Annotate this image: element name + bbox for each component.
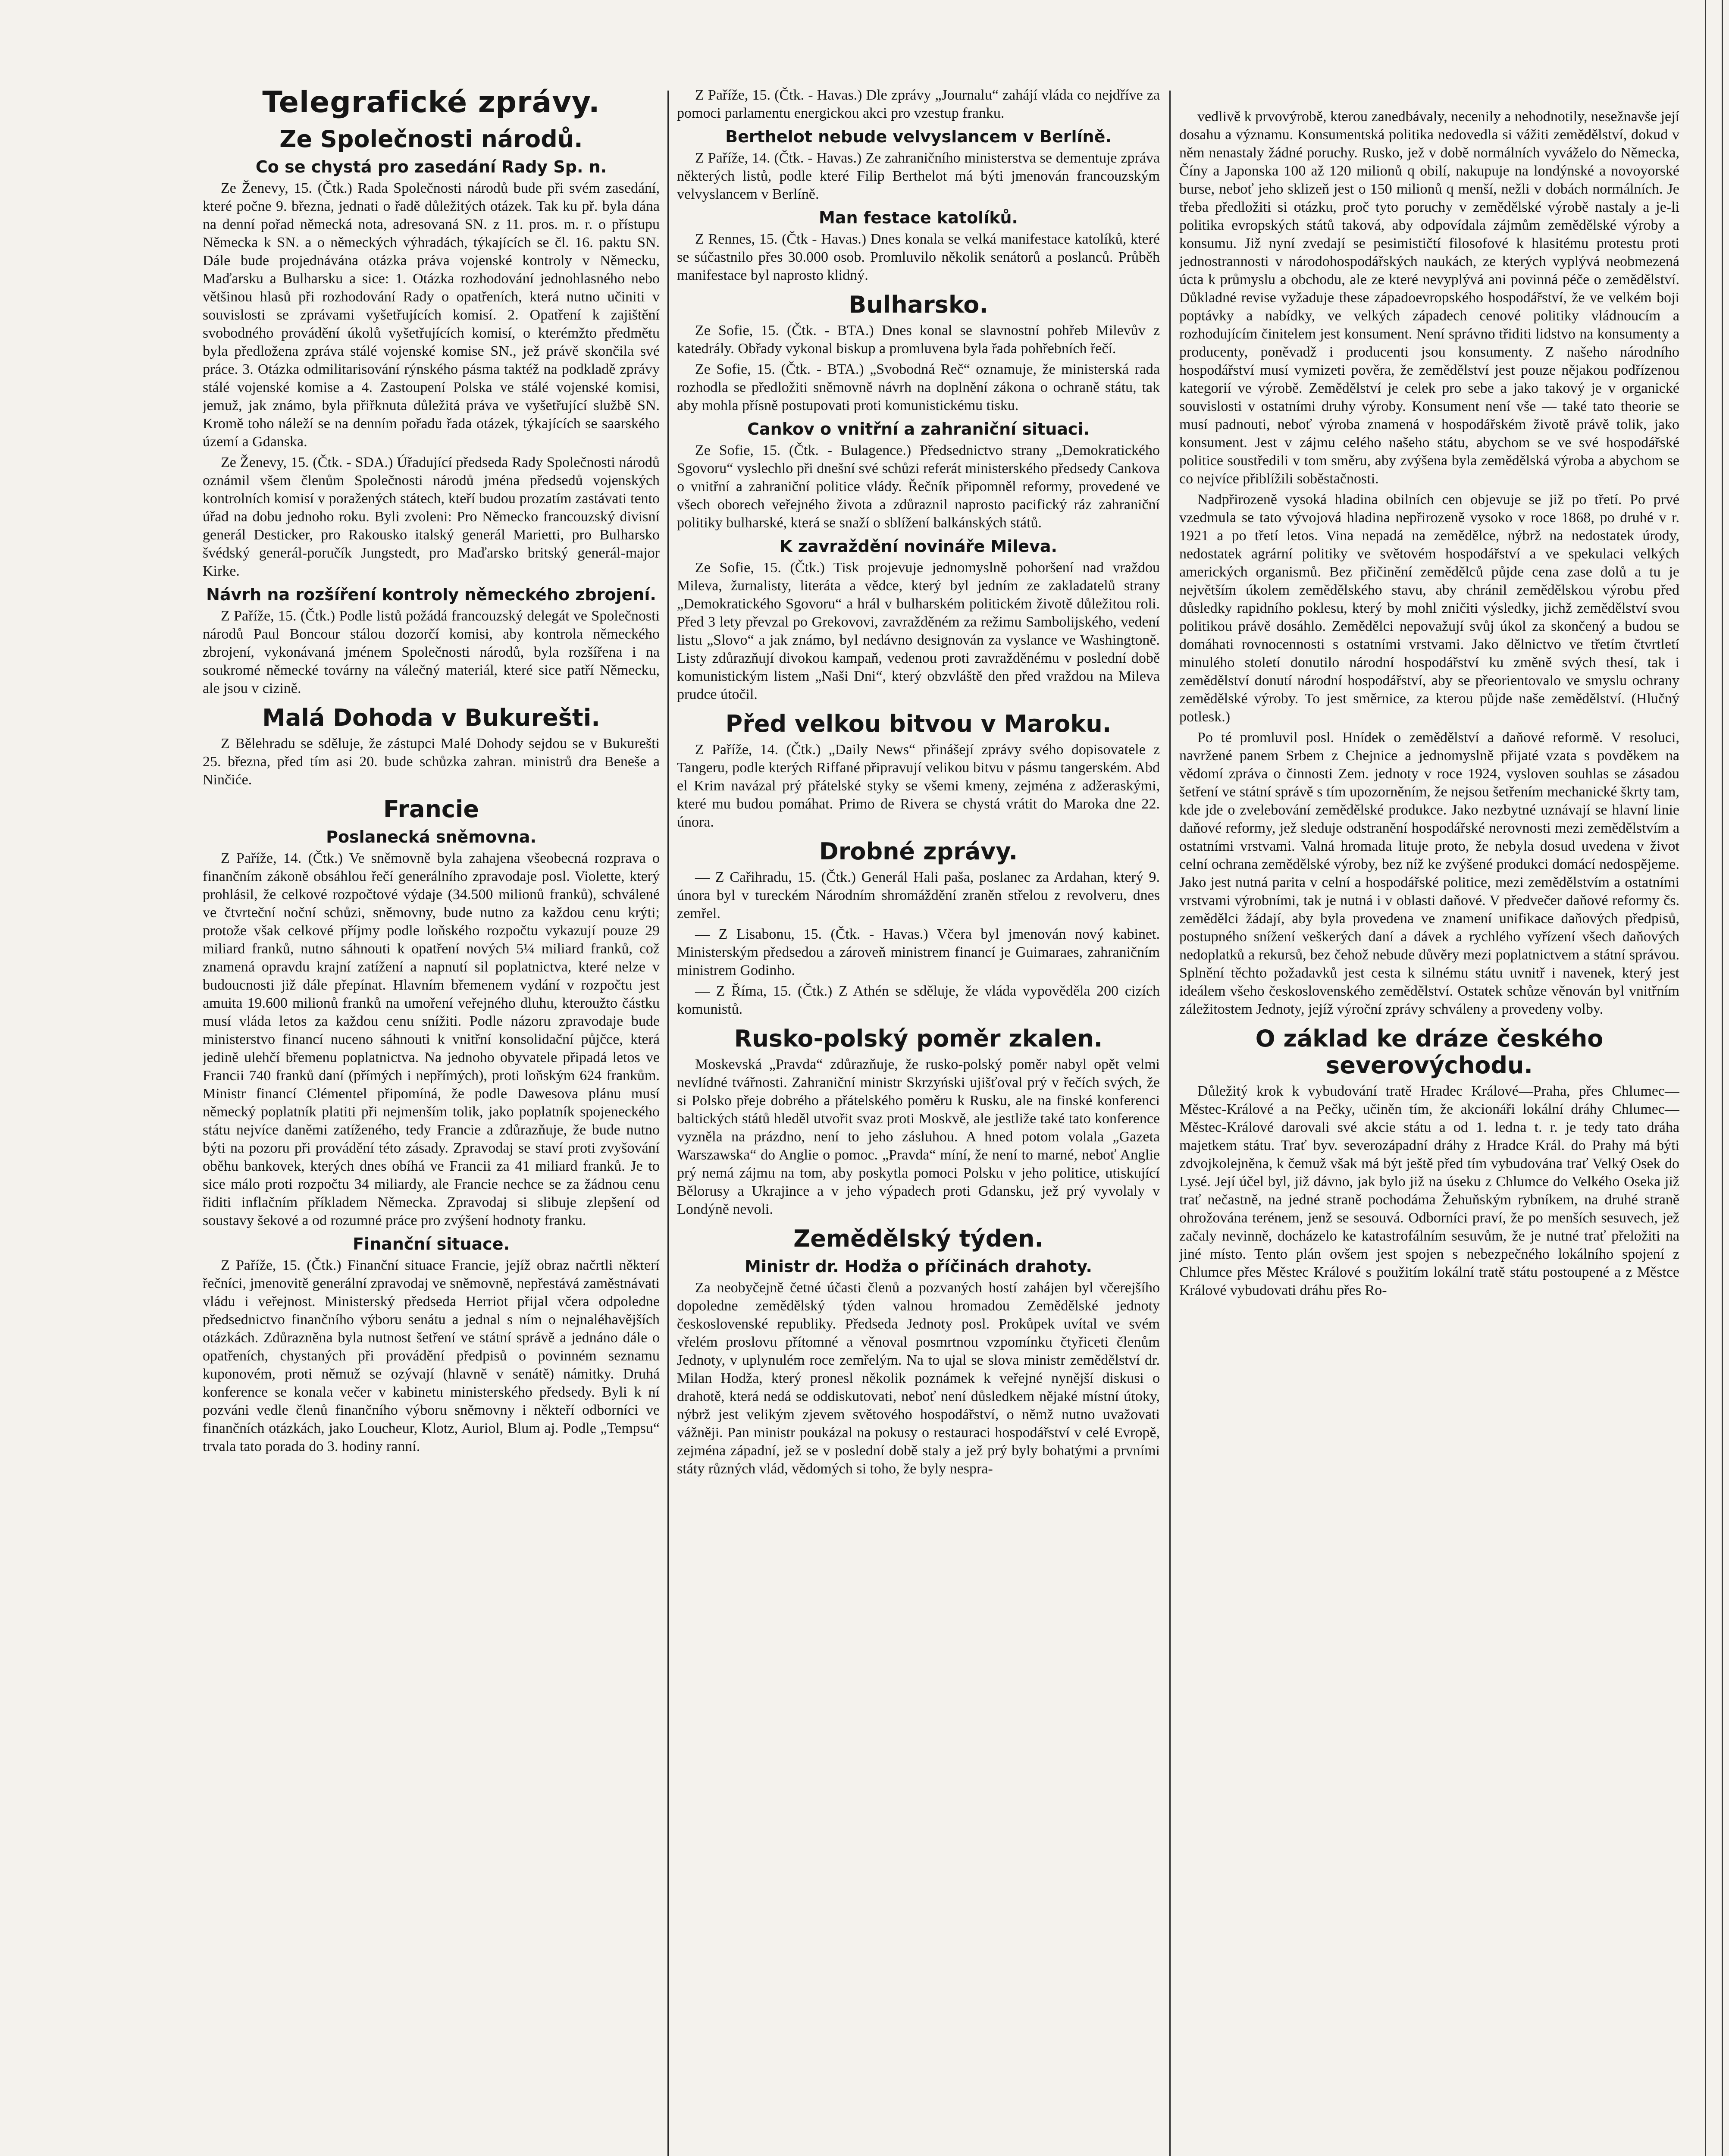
article-paragraph: — Z Lisabonu, 15. (Čtk. - Havas.) Včera byl jmenován nový kabinet. Ministerským předsedou a zároveň ministrem financí je Guimaraes, zahraničním ministrem Godinho. bbox=[677, 926, 1160, 978]
article-subheading: Ministr dr. Hodža o příčinách drahoty. bbox=[745, 1257, 1092, 1276]
column-2 bbox=[677, 86, 1160, 2156]
section-heading: Před velkou bitvou v Maroku. bbox=[725, 710, 1112, 737]
article-paragraph: Po té promluvil posl. Hnídek o zemědělství a daňové reformě. V resoluci, navržené panem Srbem z Chejnice a jednomyslně přijaté vzata s povděkem na vědomí zpráva o činnosti Zem. jednoty v roce 1924, vysloven souhlas se zásadou šetření ve státní správě s tím upozorněním, že nejsou šetřením mechanické škrty tam, kde jde o zvelebování zemědělské produkce. Jako nezbytné uznávají se hlavní linie daňové reformy, jež sleduje odstranění hospodářské nerovnosti mezi zemědělstvím a ostatními vrstvami. Valná hromada lituje proto, že nebyla dosud uvedena v život celní ochrana zemědělské výroby, bez níž ke zvýšené produkci domácí nedospějeme. Jako jest nutná parita v celní a hospodářské politice, mezi zemědělstvím a ostatními vrstvami výrobními, tak je nutná i v oblasti daňové. V předvečer daňové reformy čs. zemědělci žádají, aby byla provedena ve znamení unifikace daňových předpisů, postupného snížení veškerých daní a dávek a rychlého vyřízení všech daňových nedoplatků a rekursů, bez čehož nebude důvěry mezi poplatnictvem a státní správou. Splnění těchto požadavků jest cesta k silnému státu uvnitř i navenek, který jest ideálem všeho československého zemědělství. Ostatek schůze věnován byl vnitřním záležitostem Jednoty, jejíž výroční zprávy schváleny a provedeny volby. bbox=[1179, 730, 1679, 1017]
article-paragraph: Z Paříže, 15. (Čtk.) Podle listů požádá francouzský delegát ve Společnosti národů Paul Boncour stálou dozorčí komisi, aby kontrola německého zbrojení, vykonávaná jménem Společnosti národů, byla rozšířena i na soukromé německé továrny na válečný materiál, které sice patří Německu, ale jsou v cizině. bbox=[203, 608, 660, 696]
column-rule bbox=[667, 91, 669, 2156]
article-paragraph: Nadpřirozeně vysoká hladina obilních cen objevuje se již po třetí. Po prvé vzedmula se tato vývojová hladina nepřirozeně vysoko v roce 1868, po druhé v r. 1921 a po třetí letos. Vina nepadá na zemědělce, nýbrž na nedostatek úrody, nedostatek agrární politiky ve světovém hospodářství a ve spekulaci velkých amerických organismů. Bez přičinění zemědělců půjde cena zase dolů a tu je největším úkolem zemědělského stavu, aby chránil zemědělskou výrobu před důsledky rapidního poklesu, který by mohl zničiti výsledky, jichž zemědělství svou politikou právě dosáhlo. Zemědělci nepovažují svůj úkol za skončený a budou se domáhati rovnocennosti s ostatními vrstvami. Jako dělnictvo ve třetím čtvrtletí minulého století donutilo národní hospodářství ku změně svých thesí, tak i zemědělství donutí národní hospodářství, aby se přeorientovalo ve smyslu ochrany zemědělské výroby. To jest směrnice, za kterou půjde naše zemědělství. (Hlučný potlesk.) bbox=[1179, 492, 1679, 725]
section-heading: Drobné zprávy. bbox=[819, 838, 1018, 865]
section-heading: Bulharsko. bbox=[849, 291, 988, 318]
article-paragraph: Z Paříže, 14. (Čtk.) Ve sněmovně byla zahajena všeobecná rozprava o finančním zákoně obsáhlou řečí generálního zpravodaje posl. Violette, který prohlásil, že celkové rozpočtové výdaje (34.500 milionů franků), schválené ve čtvrteční noční schůzi, sněmovny, bude nutno za každou cenu krýti; protože však celkové příjmy podle loňského rozpočtu vykazují pouze 29 miliard franků, nutno sáhnouti k opatření nových 5¼ miliard franků, což znamená opravdu krajní zatížení a napnutí sil poplatnictva, které nelze v budoucnosti již dále přepínat. Hlavním břemenem vydání v rozpočtu jest amuita 19.600 milionů franků na umoření veřejného dluhu, kteroužto částku musí vláda letos za každou cenu snížiti. Podle názoru zpravodaje bude ministerstvo financí nuceno sáhnouti k vnitřní konsolidační půjčce, která jedině ulehčí břemenu poplatnictva. Na jednoho obyvatele připadá letos ve Francii 740 franků daní (přímých i nepřímých), proti loňským 624 frankům. Ministr financí Clémentel připomíná, že podle Dawesova plánu musí německý poplatník platiti při nejmenším tolik, jako poplatník spojeneckého státu nejvíce daněmi zatíženého, tedy Francie a zdůrazňuje, že bude nutno býti na pozoru při provádění této zásady. Zpravodaj se staví proti zvyšování oběhu bankovek, kterých dnes obíhá ve Francii za 41 miliard franků. Je to sice málo proti rozpočtu 34 miliardy, ale Francie nechce se za žádnou cenu řiditi inflačním příkladem Německa. Zpravodaj si slibuje zlepšení od soustavy šekové a od rozumné práce pro zvýšení hodnoty franku. bbox=[203, 850, 660, 1228]
article-paragraph: Z Paříže, 14. (Čtk.) „Daily News“ přinášejí zprávy svého dopisovatele z Tangeru, podle kterých Riffané připravují velikou bitvu v pásmu tangerském. Abd el Krim navázal prý přátelské styky se všemi kmeny, zejména z adžeraskými, které mu budou pomáhat. Primo de Rivera se chystá vrátit do Maroka dne 22. února. bbox=[677, 742, 1160, 830]
section-heading: Ze Společnosti národů. bbox=[279, 125, 583, 153]
article-paragraph: Ze Ženevy, 15. (Čtk. - SDA.) Úřadující předseda Rady Společnosti národů oznámil všem členům Společnosti národů jména předsedů vojenských kontrolních komisí v poražených státech, kteří budou prozatím zastávati tento úřad na dobu jednoho roku. Byli zvoleni: Pro Německo francouzský divisní generál Desticker, pro Rakousko italský generál Marietti, pro Bulharsko švédský generál-poručík Jungstedt, pro Maďarsko britský generál-major Kirke. bbox=[203, 454, 660, 579]
article-subheading: K zavraždění novináře Mileva. bbox=[780, 537, 1057, 556]
page-title: Telegrafické zprávy. bbox=[262, 86, 600, 119]
column-1 bbox=[203, 86, 660, 2156]
section-heading: Zemědělský týden. bbox=[793, 1225, 1043, 1252]
article-subheading: Co se chystá pro zasedání Rady Sp. n. bbox=[255, 157, 607, 176]
article-subheading: Poslanecká sněmovna. bbox=[326, 827, 536, 846]
article-paragraph: Ze Sofie, 15. (Čtk. - BTA.) Dnes konal se slavnostní pohřeb Milevův z katedrály. Obřady vykonal biskup a promluvena byla řada pohřebních řečí. bbox=[677, 323, 1160, 357]
article-paragraph: Z Paříže, 14. (Čtk. - Havas.) Ze zahraničního ministerstva se dementuje zpráva některých listů, podle které Filip Berthelot má býti jmenován francouzským velvyslancem v Berlíně. bbox=[677, 150, 1160, 202]
article-subheading: Man festace katolíků. bbox=[819, 208, 1018, 227]
article-paragraph: Z Rennes, 15. (Čtk - Havas.) Dnes konala se velká manifestace katolíků, které se súčastnilo přes 30.000 osob. Promluvilo několik senátorů a poslanců. Průběh manifestace byl naprosto klidný. bbox=[677, 231, 1160, 283]
article-subheading: Berthelot nebude velvyslancem v Berlíně. bbox=[725, 127, 1112, 146]
article-subheading: Cankov o vnitřní a zahraniční situaci. bbox=[747, 420, 1090, 439]
article-paragraph: Důležitý krok k vybudování tratě Hradec Králové—Praha, přes Chlumec—Městec-Králové a na Pečky, učiněn tím, že akcionáři lokální dráhy Chlumec—Městec-Králové darovali své akcie státu a od 1. ledna t. r. je tedy tato dráha majetkem státu. Trať byv. severozápadní dráhy z Hradce Král. do Prahy má býti zdvojkolejněna, k čemuž však má být ještě před tím vybudována trať Velký Osek do Lysé. Její účel byl, již dávno, jak bylo již na úseku z Chlumce do Velkého Oseka již trať nečastně, na jedné straně pochodáma Žehuňským rybníkem, na druhé straně ohrožována terénem, jenž se sesouvá. Odborníci praví, že po menších sesuvech, jež začaly nevinně, docházelo ke katastrofálním sesuvům, že je nutné trať přeložiti na jiné místo. Tento plán ovšem jest spojen s nebezpečného lokálního spojení z Chlumce přes Městec Králové s použitím lokální tratě státu postoupené a z Městce Králové vybudovati dráhu přes Ro- bbox=[1179, 1083, 1679, 1298]
article-paragraph: — Z Cařihradu, 15. (Čtk.) Generál Hali paša, poslanec za Ardahan, který 9. února byl v tureckém Národním shromáždění zraněn střelou z revolveru, dnes zemřel. bbox=[677, 869, 1160, 921]
section-heading: Francie bbox=[383, 796, 479, 823]
article-paragraph: Z Paříže, 15. (Čtk.) Finanční situace Francie, jejíž obraz načrtli některí řečníci, jmenovitě generální zpravodaj ve sněmovně, nepřestává zaměstnávati vládu i veřejnost. Ministerský předseda Herriot přijal včera odpoledne předsednictvo finančního výboru senátu a jednal s ním o nejnaléhavějších otázkách. Zdůrazněna byla nutnost šetření ve státní správě a jednáno dále o opatřeních, chystaných při provádění předpisů o povinném seznamu kuponovém, proti němuž se ozývají (hlavně v senátě) námitky. Druhá konference se konala večer v kabinetu ministerského předsedy. Byli k ní pozváni vedle členů finančního výboru sněmovny i někteří odborníci ve finančních otázkách, jako Loucheur, Klotz, Auriol, Blum aj. Podle „Tempsu“ trvala tato porada do 3. hodiny ranní. bbox=[203, 1257, 660, 1454]
article-paragraph: Za neobyčejně četné účasti členů a pozvaných hostí zahájen byl včerejšího dopoledne zemědělský týden valnou hromadou Zemědělské jednoty československé republiky. Předseda Jednoty posl. Prokůpek uvítal ve svém vřelém proslovu přítomné a věnoval posmrtnou vzpomínku čtyřiceti členům Jednoty, v uplynulém roce zemřelým. Na to ujal se slova ministr zemědělství dr. Milan Hodža, který pronesl několik poznámek k veřejné nynější diskusi o drahotě, která nedá se oddiskutovati, neboť není důsledkem nějaké místní útoky, nýbrž jest velikým zjevem světového hospodářství, o němž nutno uvažovati vážněji. Pan ministr poukázal na pokusy o restauraci hospodářství v celé Evropě, zejména západní, jež se v poslední době staly a jež prý byly bohatými a prvními státy různých vlád, vědomých si toho, že byly nespra- bbox=[677, 1280, 1160, 1477]
article-paragraph: Z Bělehradu se sděluje, že zástupci Malé Dohody sejdou se v Bukurešti 25. března, před tím asi 20. bude schůzka zahran. ministrů dra Beneše a Ninčiće. bbox=[203, 736, 660, 788]
article-paragraph: vedlivě k prvovýrobě, kterou zanedbávaly, necenily a nehodnotily, nesežnavše její dosahu a významu. Konsumentská politika nedovedla si vážiti zemědělství, dokud v něm nenastaly žádné poruchy. Rusko, jež v době normálních vyváželo do Německa, Číny a Japonska 100 až 120 milionů q obilí, nakupuje na londýnské a novoyorské burse, neboť jeho sklizeň jest o 150 milionů q menší, nežli v dobách normálních. Je třeba předložiti si otázku, proč tyto poruchy v zemědělské výrobě nastaly a je-li politika evropských států taková, aby odpovídala zájmům zemědělské výroby a konsumu. Již nyní zvedají se pesimističtí filosofové k hlasitému protestu proti jednostrannosti v národohospodářských naukách, ze kterých vyplývá neobmezená úcta k průmyslu a obchodu, ale ze které nevyplývá ani povinná péče o zemědělství. Důkladné revise vyžaduje these západoevropského hospodářství, že ve velkém boji poptávky a nabídky, ve velkých západech cenové politiky vládnoucím a rozhodujícím činitelem jest konsument. Není správno třiditi lidstvo na konsumenty a producenty, poněvadž i producenti jsou konsumenty. Z našeho národního hospodářství musí vymizeti pověra, že zemědělství jest pouze nějakou podřízenou kategorií ve výrobě. Zemědělství je celek pro sebe a jako takový je v organické souvislosti v ostatními druhy výroby. Konsument není vše — také tato theorie se musí padnouti, neboť výroba znamená v hospodářském životě právě tolik, jako konsument. Jest v zájmu celého našeho státu, abychom se ve své hospodářské politice soustředili v tom směru, aby zvýšena byla zemědělská výroba a abychom se co nejvíce přiblížili soběstačnosti. bbox=[1179, 109, 1679, 487]
article-subheading: Návrh na rozšíření kontroly německého zbrojení. bbox=[206, 585, 656, 604]
page-edge-frame bbox=[1705, 0, 1723, 2156]
article-paragraph: Ze Sofie, 15. (Čtk.) Tisk projevuje jednomyslně pohoršení nad vraždou Mileva, žurnalisty, literáta a vědce, který byl jedním ze zakladatelů strany „Demokratického Sgovoru“ a hrál v bulharském politickém životě důležitou roli. Před 3 lety převzal po Grekovovi, zavražděném za režimu Sambolijského, vedení listu „Slovo“ a jak známo, byl nedávno designován za vyslance ve Washingtoně. Listy zdůrazňují divokou kampaň, vedenou proti zavražděnému v poslední době komunistickým listem „Naši Dni“, který obzvláště den před vraždou na Mileva prudce útočil. bbox=[677, 560, 1160, 702]
article-paragraph: Z Paříže, 15. (Čtk. - Havas.) Dle zprávy „Journalu“ zahájí vláda co nejdříve za pomoci parlamentu energickou akci pro vzestup franku. bbox=[677, 87, 1160, 121]
section-heading: Malá Dohoda v Bukurešti. bbox=[262, 704, 600, 731]
section-heading: O základ ke dráze českého severovýchodu. bbox=[1255, 1025, 1604, 1079]
article-paragraph: Ze Ženevy, 15. (Čtk.) Rada Společnosti národů bude při svém zasedání, které počne 9. března, jednati o řadě důležitých otázek. Tak ku př. byla dána na denní pořad německá nota, adresovaná SN. z 11. pros. m. r. o přístupu Německa k SN. a o německých výhradách, týkajících se čl. 16. paktu SN. Dále bude projednávána otázka práva vojenské kontroly v Německu, Maďarsku a Bulharsku a sice: 1. Otázka rozhodování jednohlasného nebo většinou hlasů při rozhodování Rady o opatřeních, která nutno učiniti v souvislosti se zprávami vyšetřujících komisí. 2. Opatření k zajištění svobodného provádění úkolů vyšetřujících komisí, o kterémžto předmětu byla předložena zpráva stálé vojenské komise SN., jež právě skončila své práce. 3. Otázka odmilitarisování rýnského pásma taktéž na podkladě zprávy stálé vojenské komise a 4. Zastoupení Polska ve stálé vojenské komisi, jemuž, jak známo, byla přiřknuta důležitá práva ve vyšetřující službě SN. Kromě toho náleží se na denním pořadu řada otázek, týkajících se saarského území a Gdanska. bbox=[203, 180, 660, 450]
article-paragraph: Ze Sofie, 15. (Čtk. - Bulagence.) Předsednictvo strany „Demokratického Sgovoru“ vyslechlo při dnešní své schůzi referát ministerského předsedy Cankova o vnitřní a zahraniční politice vlády. Řečník připomněl reformy, provedené ve všech oborech veřejného života a zdůraznil naprosto pacifický ráz zahraniční politiky bulharské, která se snaží o sblížení balkánských států. bbox=[677, 442, 1160, 531]
column-3 bbox=[1179, 108, 1679, 2156]
column-rule bbox=[1169, 91, 1171, 2156]
section-heading: Rusko-polský poměr zkalen. bbox=[734, 1025, 1103, 1052]
article-paragraph: — Z Říma, 15. (Čtk.) Z Athén se sděluje, že vláda vypověděla 200 cizích komunistů. bbox=[677, 983, 1160, 1017]
article-paragraph: Ze Sofie, 15. (Čtk. - BTA.) „Svobodná Reč“ oznamuje, že ministerská rada rozhodla se předložiti sněmovně návrh na doplnění zákona o ochraně státu, tak aby mohla přísně postupovati proti komunistickému tisku. bbox=[677, 361, 1160, 414]
article-paragraph: Moskevská „Pravda“ zdůrazňuje, že rusko-polský poměr nabyl opět velmi nevlídné tvářnosti. Zahraniční ministr Skrzyński ujišťoval prý v řečích svých, že si Polsko přeje dobrého a přátelského poměru k Rusku, ale na finské konferenci baltických států hleděl utvořit svaz proti Moskvě, ale jestliže také tato konference vyzněla na prázdno, není to jeho zásluhou. A hned potom volala „Gazeta Warszawska“ do Anglie o pomoc. „Pravda“ míní, že není to marné, neboť Anglie prý nemá zájmu na tom, aby poskytla pomoci Polsku v jeho politice, utiskující Bělorusy a Ukrajince a v jeho výpadech proti Gdansku, jež prý vyvolaly v Londýně nevoli. bbox=[677, 1056, 1160, 1217]
article-subheading: Finanční situace. bbox=[353, 1235, 510, 1253]
